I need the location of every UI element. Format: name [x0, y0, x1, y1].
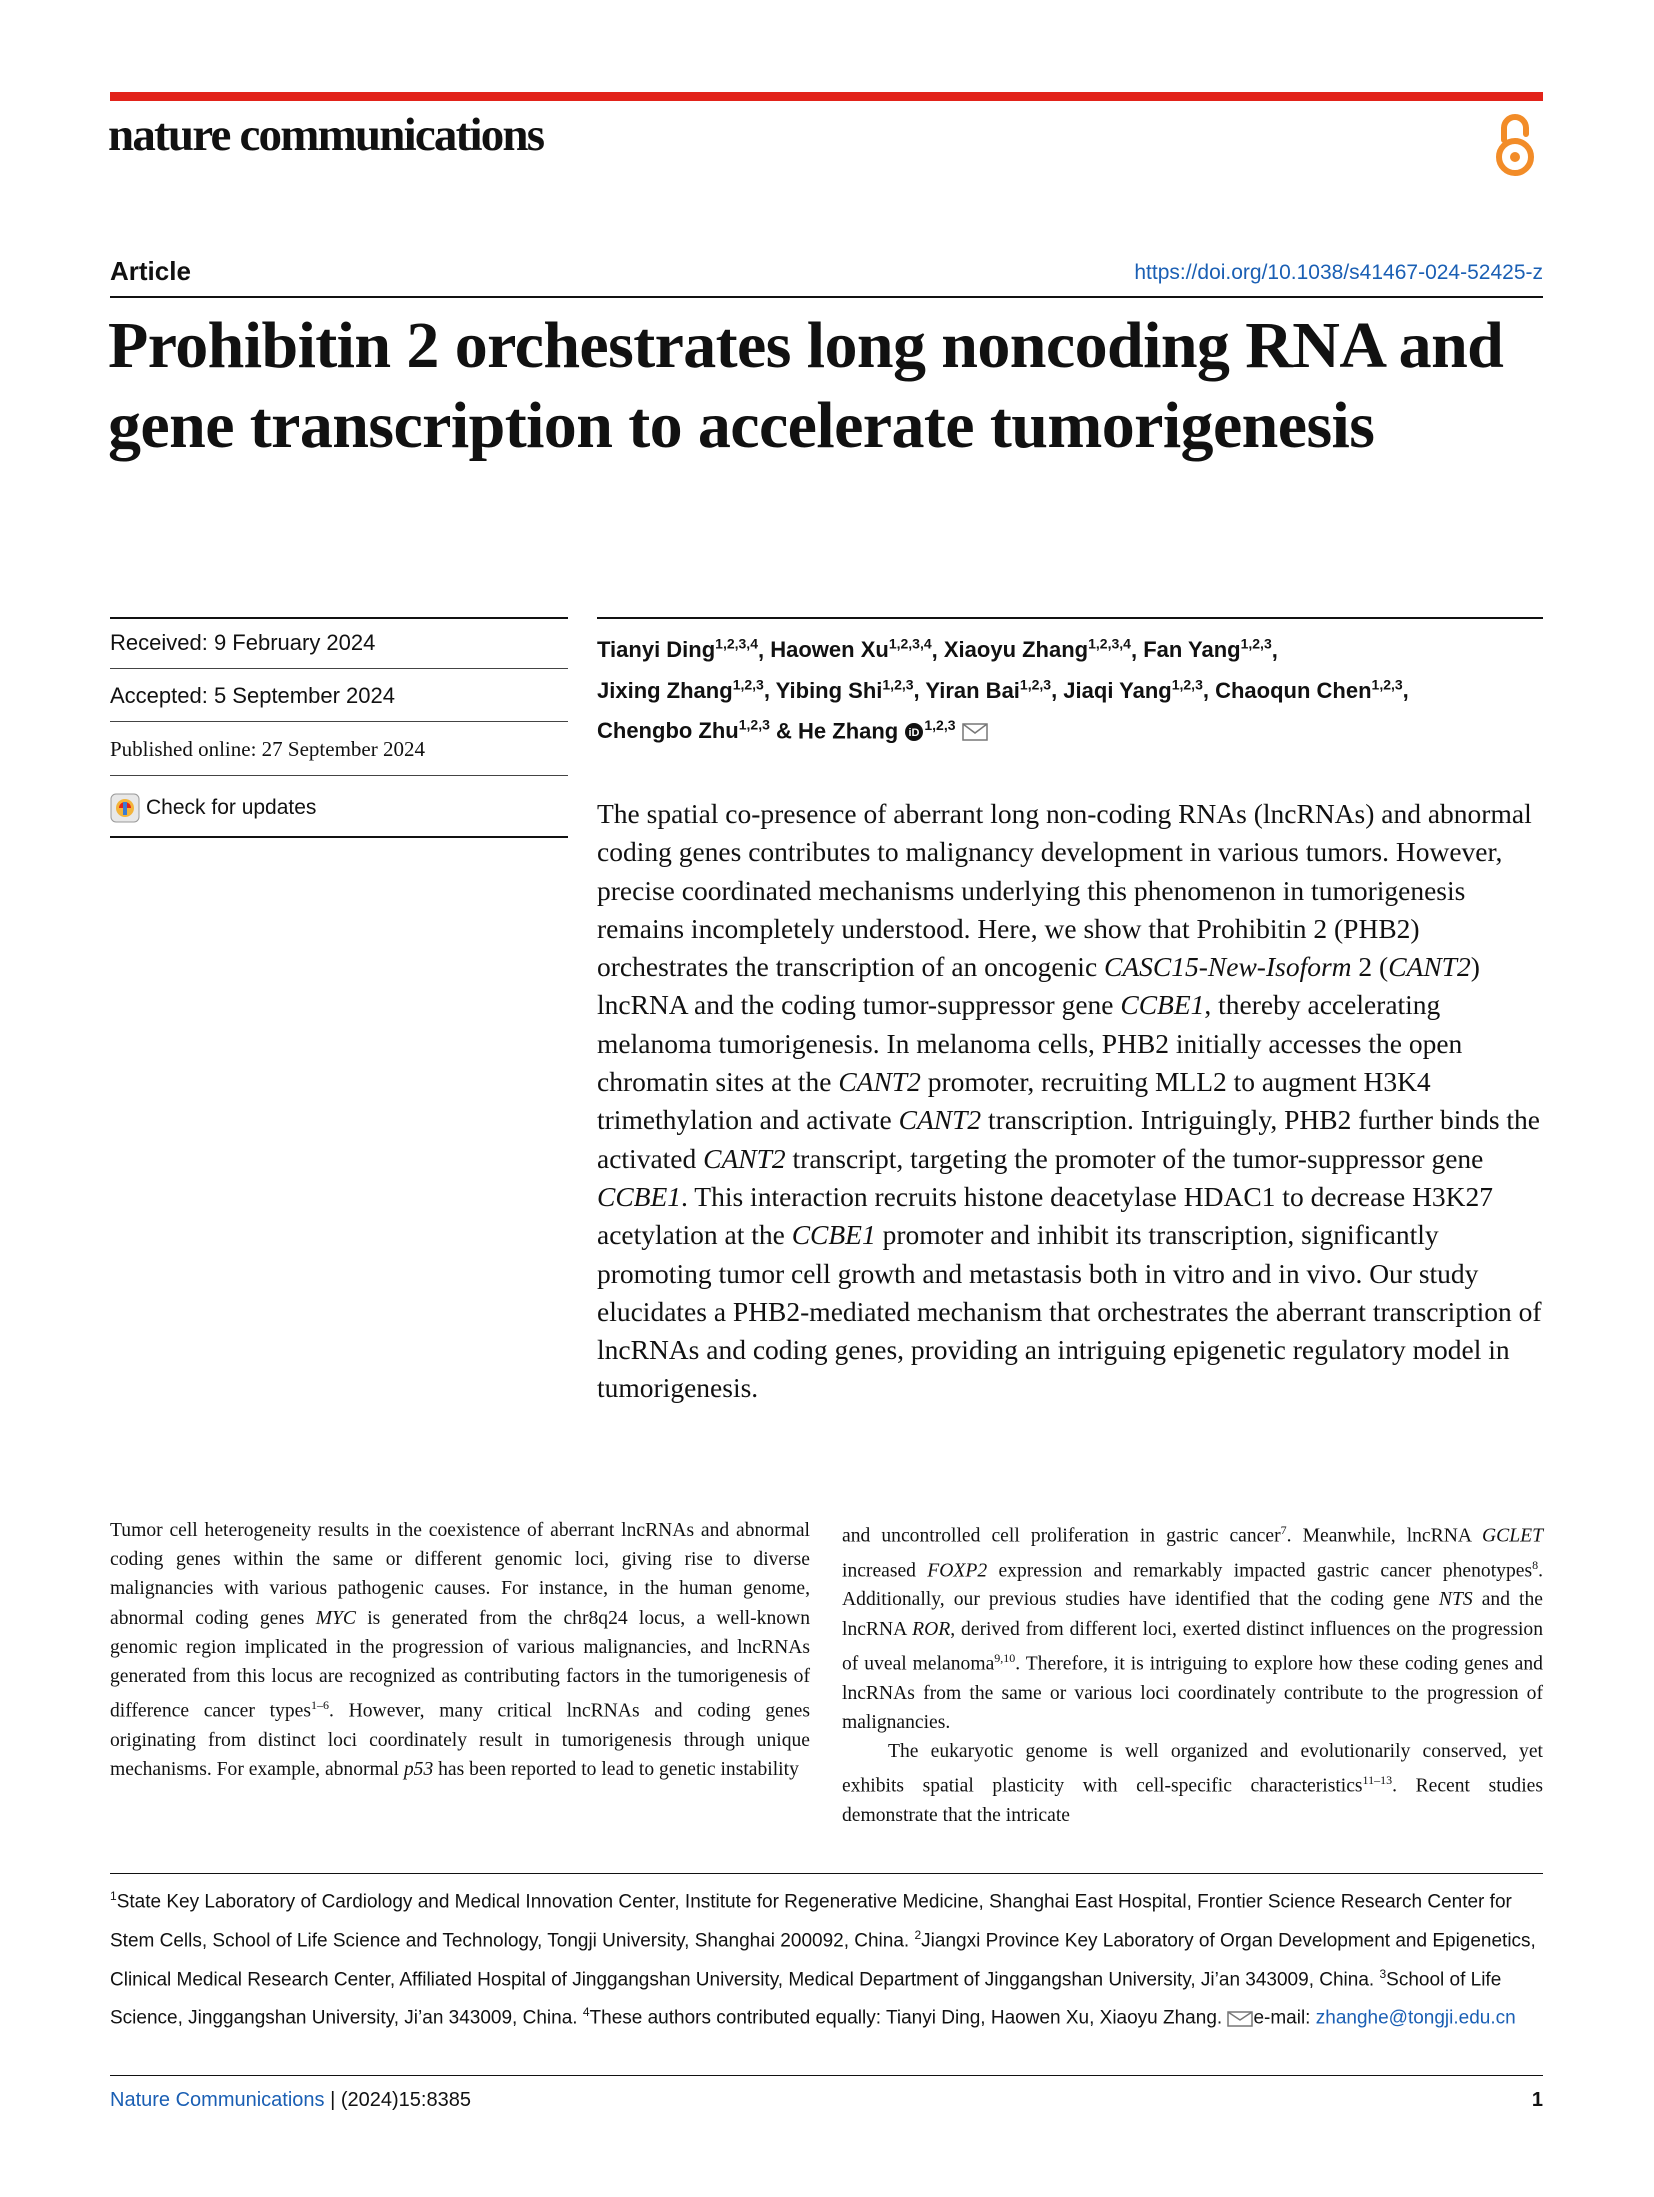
divider	[110, 775, 568, 776]
author-list: Tianyi Ding$^{1,2,3,4}$, Haowen Xu$^{1,2,3,4}$, Xiaoyu Zhang$^{1,2,3,4}$, Fan Yang$^{1,2,3}$, Jixing Zhang$^{1,2,3}$, Yibing Shi$^{1,2,3}$, Yiran Bai$^{1,2,3}$, Jiaqi Yang$^{1,2,3}$, Chaoqun Chen$^{1,2,3}$, Chengbo Zhu$^{1,2,3}$ & He Zhang iD $^{1,2,3}$	[597, 636, 1409, 743]
author[interactable]: Fan Yang$^{1,2,3}$	[1143, 636, 1272, 663]
article-title: Prohibitin 2 orchestrates long noncoding RNA and gene transcription to accelerate tumorigenesis	[108, 309, 1504, 462]
divider	[110, 1873, 1543, 1874]
check-for-updates-button[interactable]	[110, 793, 316, 823]
author[interactable]: Jiaqi Yang$^{1,2,3}$	[1063, 676, 1203, 703]
citation-link[interactable]: 9,10	[994, 1650, 1016, 1665]
open-access-icon	[1490, 110, 1540, 180]
journal-logo: nature communications	[108, 109, 544, 161]
body-column-left: Tumor cell heterogeneity results in the coexistence of aberrant lncRNAs and abnormal coding genes within the same or different genomic loci, giving rise to diverse malignancies with various pathogenic causes. For instance, in the human genome, abnormal coding genes MYC is generated from the chr8q24 locus, a well-known genomic region implicated in the progression of various malignancies, and lncRNAs generated from this locus are recognized as contributing factors in the tumorigenesis of difference cancer types$^{1-6}$. However, many critical lncRNAs and coding genes originating from distinct loci coordinately result in tumorigenesis through unique mechanisms. For example, abnormal p53 has been reported to lead to genetic instability	[110, 1520, 811, 1781]
citation-link[interactable]: 11–13	[1362, 1773, 1393, 1788]
author[interactable]: Chengbo Zhu$^{1,2,3}$	[597, 716, 770, 743]
author[interactable]: Yibing Shi$^{1,2,3}$	[775, 676, 914, 703]
author[interactable]: Tianyi Ding$^{1,2,3,4}$	[597, 636, 758, 663]
check-for-updates-icon	[110, 793, 140, 823]
body-column-right	[842, 1516, 1543, 1830]
paragraph: The eukaryotic genome is well organized and evolutionarily conserved, yet exhibits spatial plasticity with cell-specific characteristics$^{11-13}$. Recent studies demonstrate that the intricate	[842, 1741, 1543, 1826]
author[interactable]: Yiran Bai$^{1,2,3}$	[925, 676, 1052, 703]
received-date: Received: 9 February 2024	[110, 630, 376, 655]
email-icon	[1227, 2011, 1253, 2027]
article-type: Article	[110, 256, 191, 286]
divider	[597, 617, 1543, 619]
divider	[110, 296, 1543, 298]
divider	[110, 721, 568, 722]
published-date: Published online: 27 September 2024	[110, 737, 425, 761]
divider	[110, 617, 568, 619]
citation-link[interactable]: 8	[1532, 1557, 1539, 1572]
author[interactable]: Xiaoyu Zhang$^{1,2,3,4}$	[943, 636, 1131, 663]
accepted-date: Accepted: 5 September 2024	[110, 683, 395, 708]
abstract: The spatial co-presence of aberrant long non-coding RNAs (lncRNAs) and abnormal coding genes contributes to malignancy development in various tumors. However, precise coordinated mechanisms underlying this phenomenon in tumorigenesis remains incompletely understood. Here, we show that Prohibitin 2 (PHB2) orchestrates the transcription of an oncogenic CASC15-New-Isoform 2 (CANT2) lncRNA and the coding tumor-suppressor gene CCBE1, thereby accelerating melanoma tumorigenesis. In melanoma cells, PHB2 initially accesses the open chromatin sites at the CANT2 promoter, recruiting MLL2 to augment H3K4 trimethylation and activate CANT2 transcription. Intriguingly, PHB2 further binds the activated CANT2 transcript, targeting the promoter of the tumor-suppressor gene CCBE1. This interaction recruits histone deacetylase HDAC1 to decrease H3K27 acetylation at the CCBE1 promoter and inhibit its transcription, significantly promoting tumor cell growth and metastasis both in vitro and in vivo. Our study elucidates a PHB2-mediated mechanism that orchestrates the aberrant transcription of lncRNAs and coding genes, providing an intriguing epigenetic regulatory model in tumorigenesis.	[597, 798, 1542, 1404]
doi-link[interactable]: https://doi.org/10.1038/s41467-024-52425-z	[1134, 261, 1543, 284]
divider	[110, 668, 568, 669]
divider	[110, 836, 568, 838]
author[interactable]: Haowen Xu$^{1,2,3,4}$	[770, 636, 932, 663]
author[interactable]: He Zhang	[798, 717, 899, 743]
paragraph: and uncontrolled cell proliferation in gastric cancer$^7$. Meanwhile, lncRNA GCLET increased FOXP2 expression and remarkably impacted gastric cancer phenotypes$^8$. Additionally, our previous studies have identified that the coding gene NTS and the lncRNA ROR, derived from different loci, exerted distinct influences on the progression of uveal melanoma$^{9,10}$. Therefore, it is intriguing to explore how these coding genes and lncRNAs from the same or various loci coordinately contribute to the progression of malignancies.	[842, 1523, 1544, 1733]
email-link[interactable]: zhanghe@tongji.edu.cn	[1315, 2007, 1516, 2029]
orcid-icon[interactable]	[904, 722, 924, 742]
citation-link[interactable]: 7	[1280, 1523, 1287, 1537]
footer-journal-link[interactable]: Nature Communications	[110, 2089, 325, 2111]
citation-link[interactable]: 1–6	[310, 1698, 329, 1713]
svg-text:iD: iD	[908, 727, 920, 740]
check-for-updates-label: Check for updates	[146, 796, 317, 819]
page-number: 1	[1531, 2089, 1543, 2111]
footer-citation: Nature Communications | (2024)15:8385	[110, 2089, 471, 2111]
top-accent-bar	[110, 92, 1543, 101]
divider	[110, 2075, 1543, 2076]
author[interactable]: Jixing Zhang$^{1,2,3}$	[597, 676, 764, 703]
email-icon[interactable]	[962, 723, 988, 741]
affiliations: $^1$State Key Laboratory of Cardiology and Medical Innovation Center, Institute for Regenerative Medicine, Shanghai East Hospital, Frontier Science Research Center for Stem Cells, School of Life Science and Technology, Tongji University, Shanghai 200092, China. $^2$Jiangxi Province Key Laboratory of Organ Development and Epigenetics, Clinical Medical Research Center, Affiliated Hospital of Jinggangshan University, Medical Department of Jinggangshan University, Ji’an 343009, China. $^3$School of Life Science, Jinggangshan University, Ji’an 343009, China. $^4$These authors contributed equally: Tianyi Ding, Haowen Xu, Xiaoyu Zhang. e-mail: zhanghe@tongji.edu.cn	[110, 1889, 1536, 2029]
author[interactable]: Chaoqun Chen$^{1,2,3}$	[1215, 676, 1403, 703]
